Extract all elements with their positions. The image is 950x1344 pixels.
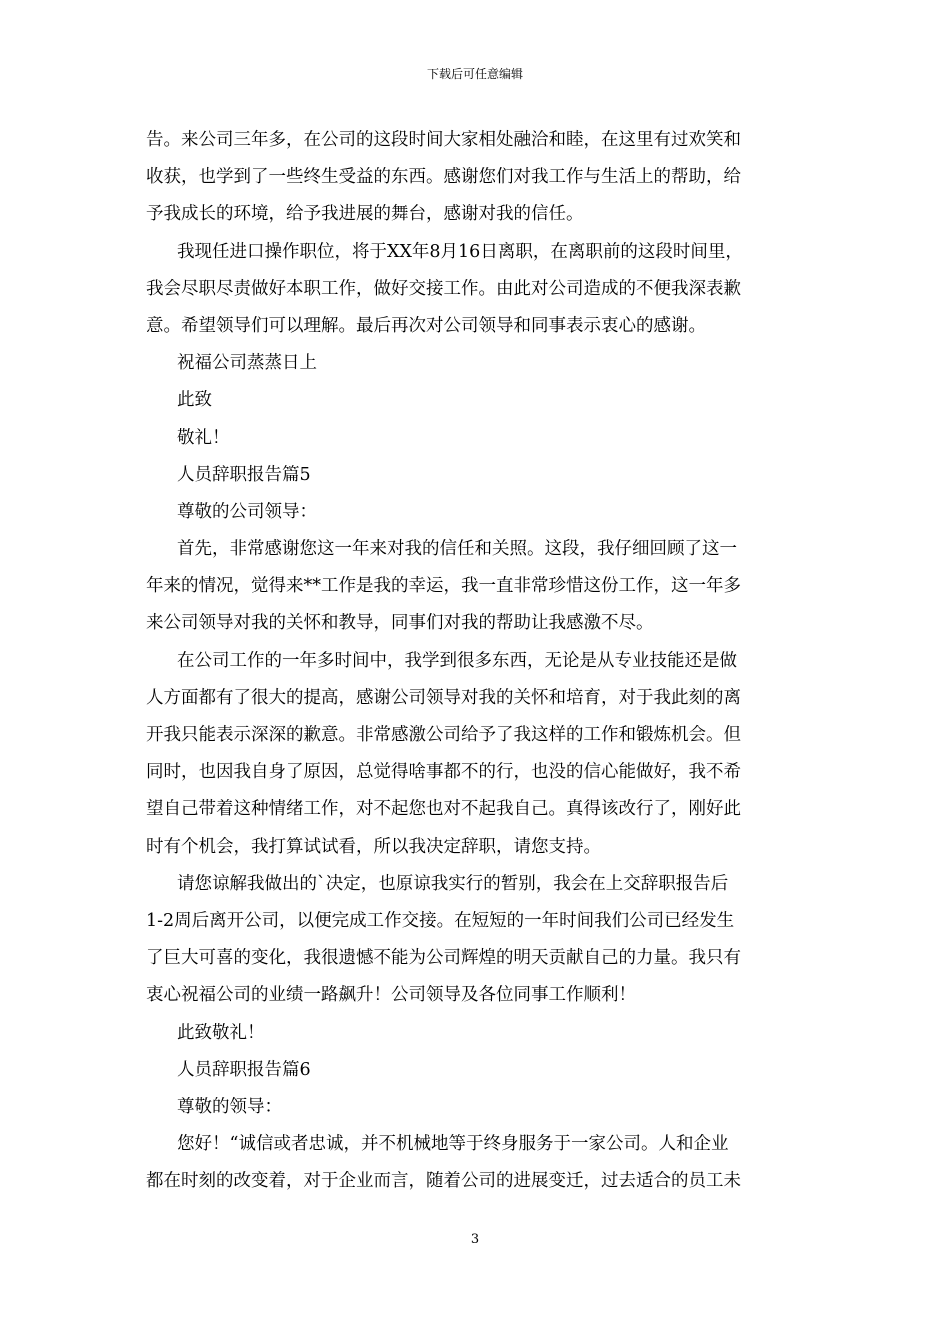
text-line: 望自己带着这种情绪工作，对不起您也对不起我自己。真得该改行了，刚好此: [146, 799, 741, 820]
text-line: 意。希望领导们可以理解。最后再次对公司领导和同事表示衷心的感谢。: [146, 315, 706, 336]
page-number: 3: [470, 1232, 480, 1247]
text-line: 同时，也因我自身了原因，总觉得啥事都不的行，也没的信心能做好，我不希: [146, 762, 741, 783]
text-line: 开我只能表示深深的歉意。非常感激公司给予了我这样的工作和锻炼机会。但: [146, 725, 741, 745]
page-header: 下载后可任意编辑: [426, 67, 523, 81]
text-line: 来公司领导对我的关怀和教导，同事们对我的帮助让我感激不尽。: [146, 613, 654, 634]
text-line: 了巨大可喜的变化，我很遗憾不能为公司辉煌的明天贡献自己的力量。我只有: [146, 948, 741, 969]
text-line: 衷心祝福公司的业绩一路飙升！公司领导及各位同事工作顺利！: [146, 985, 636, 1006]
text-line: 1-2周后离开公司，以便完成工作交接。在短短的一年时间我们公司已经发生: [146, 910, 735, 931]
document-body: [146, 122, 810, 1200]
text-line: 时有个机会，我打算试试看，所以我决定辞职，请您支持。: [146, 836, 601, 857]
text-line: 此致: [177, 390, 212, 411]
text-line: 敬礼！: [177, 427, 230, 448]
salutation: 尊敬的公司领导：: [177, 501, 317, 522]
text-line: 人方面都有了很大的提高，感谢公司领导对我的关怀和培育，对于我此刻的离: [146, 687, 741, 708]
text-line: 请您谅解我做出的`决定，也原谅我实行的暂别，我会在上交辞职报告后: [177, 873, 729, 894]
text-line: 收获，也学到了一些终生受益的东西。感谢您们对我工作与生活上的帮助，给: [146, 167, 741, 188]
text-line: 我现任进口操作职位，将于XX年8月16日离职，在离职前的这段时间里，: [177, 241, 743, 262]
text-line: 祝福公司蒸蒸日上: [177, 353, 317, 374]
text-line: 年来的情况，觉得来**工作是我的幸运，我一直非常珍惜这份工作，这一年多: [146, 576, 741, 597]
text-line: 都在时刻的改变着，对于企业而言，随着公司的进展变迁，过去适合的员工未: [146, 1171, 741, 1192]
closing-line: 此致敬礼！: [177, 1022, 265, 1043]
section-heading: 人员辞职报告篇5: [177, 464, 311, 485]
salutation: 尊敬的领导：: [177, 1096, 282, 1117]
text-line: 予我成长的环境，给予我进展的舞台，感谢对我的信任。: [146, 204, 584, 225]
text-line: 您好！“诚信或者忠诚，并不机械地等于终身服务于一家公司。人和企业: [177, 1134, 729, 1155]
text-line: 首先，非常感谢您这一年来对我的信任和关照。这段，我仔细回顾了这一: [177, 539, 737, 560]
text-line: 在公司工作的一年多时间中，我学到很多东西，无论是从专业技能还是做: [177, 650, 737, 671]
section-heading: 人员辞职报告篇6: [177, 1059, 311, 1080]
text-line: 告。来公司三年多，在公司的这段时间大家相处融洽和睦，在这里有过欢笑和: [146, 130, 741, 150]
text-line: 我会尽职尽责做好本职工作，做好交接工作。由此对公司造成的不便我深表歉: [146, 278, 741, 299]
